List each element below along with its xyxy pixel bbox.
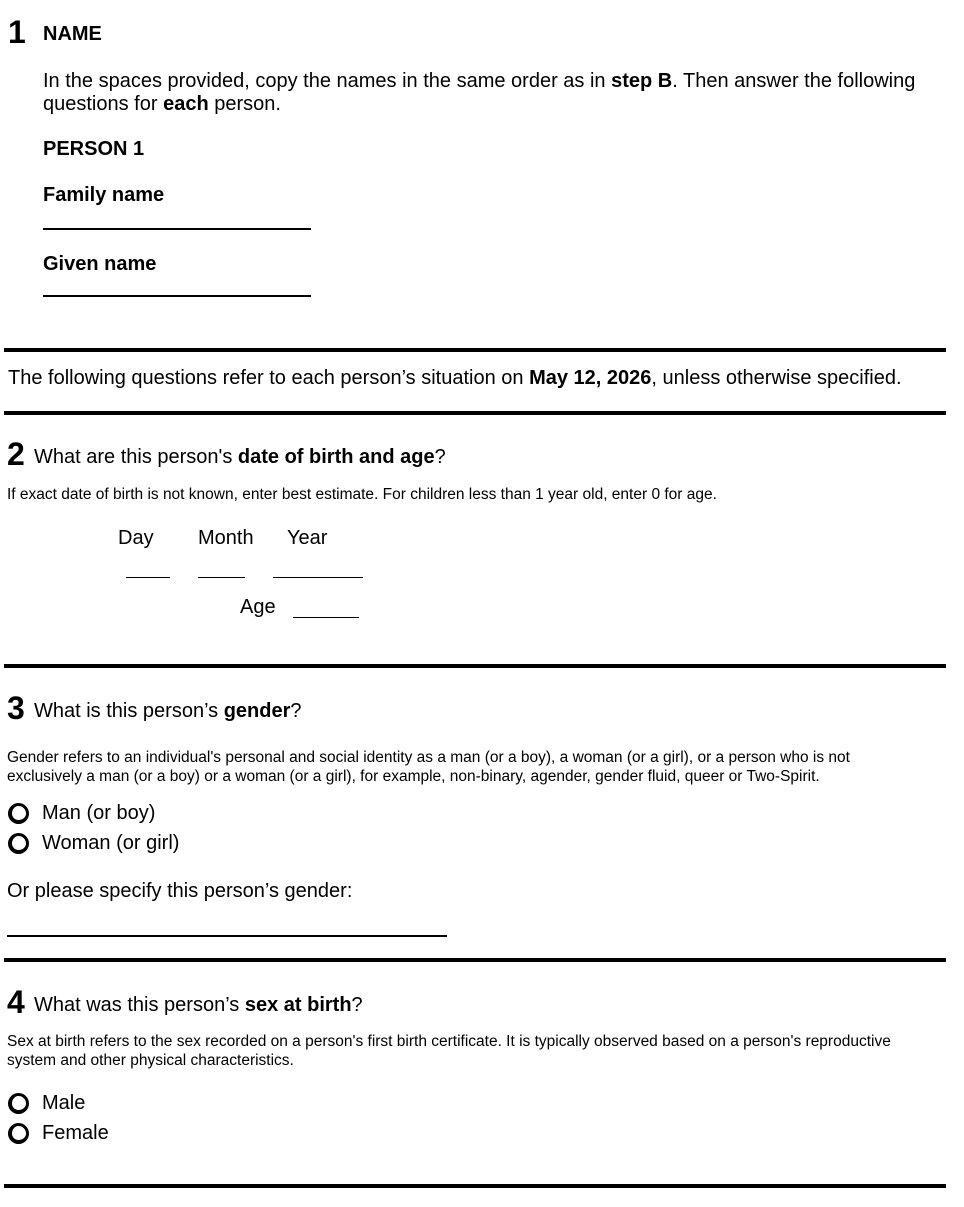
q1-title: NAME [43, 23, 102, 45]
q1-intro-text-1: In the spaces provided, copy the names in the same order as in [43, 70, 612, 92]
age-label: Age [240, 596, 276, 618]
reference-statement [8, 367, 902, 390]
section-divider [4, 411, 946, 415]
q1-intro-each: each [163, 93, 209, 115]
day-label: Day [118, 527, 154, 549]
radio-circle-icon[interactable] [8, 833, 29, 854]
year-label: Year [287, 527, 328, 549]
q2-title-bold: date of birth and age [237, 446, 435, 468]
q2-number: 2 [7, 436, 25, 472]
gender-option-woman[interactable] [8, 832, 179, 855]
day-input[interactable] [126, 558, 170, 576]
person-label: PERSON 1 [43, 138, 145, 160]
sex-option-label: Male [42, 1092, 86, 1114]
month-input[interactable] [198, 558, 245, 576]
gender-specify-input[interactable] [7, 914, 447, 934]
age-underline [293, 617, 359, 618]
q2-help: If exact date of birth is not known, enter best estimate. For children less than 1 year old, enter 0 for age. [7, 486, 717, 503]
q3-title-bold: gender [223, 700, 291, 722]
q2-title-text-1: What are this person's [34, 446, 238, 468]
q4-title-text-2: ? [351, 994, 363, 1016]
gender-specify-underline [7, 935, 447, 937]
q2-title [34, 446, 446, 469]
month-label: Month [198, 527, 254, 549]
reference-text-1: The following questions refer to each person’s situation on [8, 367, 530, 389]
age-input[interactable] [293, 598, 359, 616]
section-divider [4, 1184, 946, 1188]
reference-date: May 12, 2026 [529, 367, 652, 389]
q3-number: 3 [7, 690, 25, 726]
given-name-input[interactable] [43, 274, 311, 294]
radio-circle-icon[interactable] [8, 1093, 29, 1114]
gender-option-label: Woman (or girl) [42, 832, 180, 854]
year-underline [273, 577, 363, 578]
gender-specify-label: Or please specify this person’s gender: [7, 880, 353, 902]
family-name-input[interactable] [43, 207, 311, 227]
q3-title-text-2: ? [290, 700, 302, 722]
q1-number: 1 [8, 14, 26, 50]
given-name-underline [43, 295, 311, 297]
q1-intro-text-3: person. [208, 93, 281, 115]
section-divider [4, 348, 946, 352]
sex-option-female[interactable] [8, 1122, 109, 1145]
section-divider [4, 958, 946, 962]
family-name-label: Family name [43, 184, 165, 206]
q4-help: Sex at birth refers to the sex recorded on a person's first birth certificate. It is typically observed based on a person's reproductive system and other physical characteristics. [7, 1033, 891, 1069]
q4-title-bold: sex at birth [244, 994, 352, 1016]
family-name-underline [43, 228, 311, 230]
q3-title-text-1: What is this person’s [34, 700, 224, 722]
gender-option-man[interactable] [8, 802, 155, 825]
given-name-label: Given name [43, 253, 157, 275]
sex-option-label: Female [42, 1122, 109, 1144]
radio-circle-icon[interactable] [8, 803, 29, 824]
year-input[interactable] [273, 558, 363, 576]
day-underline [126, 577, 170, 578]
month-underline [198, 577, 245, 578]
q3-help: Gender refers to an individual's personal and social identity as a man (or a boy), a woman (or a girl), or a person who is not exclusively a man (or a boy) or a woman (or a girl), for example, non-binary, agender, gender fluid, queer or Two-Spirit. [7, 749, 850, 785]
q3-title [34, 700, 302, 723]
radio-circle-icon[interactable] [8, 1123, 29, 1144]
q1-intro [43, 70, 943, 116]
section-divider [4, 664, 946, 668]
q4-title [34, 994, 363, 1017]
gender-option-label: Man (or boy) [42, 802, 156, 824]
reference-text-2: , unless otherwise specified. [651, 367, 902, 389]
q2-title-text-2: ? [434, 446, 446, 468]
q4-number: 4 [7, 984, 25, 1020]
q1-intro-text-2: . Then answer the following questions for [43, 70, 916, 115]
q1-intro-step-b: step B [611, 70, 673, 92]
sex-option-male[interactable] [8, 1092, 85, 1115]
q4-title-text-1: What was this person’s [34, 994, 245, 1016]
